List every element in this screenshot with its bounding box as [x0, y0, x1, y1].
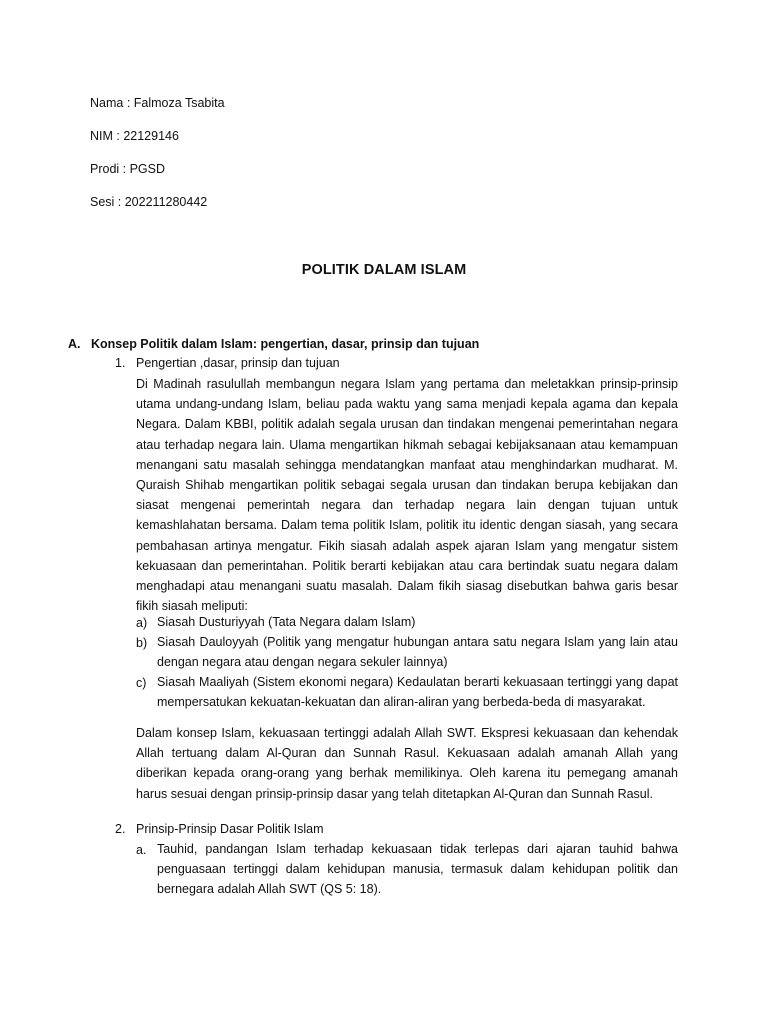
item-2-heading: Prinsip-Prinsip Dasar Politik Islam [136, 822, 324, 836]
item-1-number: 1. [115, 356, 126, 370]
item-2-number: 2. [115, 822, 126, 836]
list-a-marker: a) [136, 616, 148, 630]
item-1-heading: Pengertian ,dasar, prinsip dan tujuan [136, 356, 340, 370]
principle-a-marker: a. [136, 843, 147, 857]
document-title: POLITIK DALAM ISLAM [301, 262, 467, 278]
item-1-paragraph-2: Dalam konsep Islam, kekuasaan tertinggi adalah Allah SWT. Ekspresi kekuasaan dan kehendak Allah tertuang dalam Al-Quran dan Sunnah Rasul. Kekuasaan adalah amanah Allah yang diberikan kepada orang-orang yang berhak memilikinya. Oleh karena itu pemegang amanah harus sesuai dengan prinsip-prinsip dasar yang telah ditetapkan Al-Quran dan Sunnah Rasul. [136, 726, 678, 801]
student-nim: NIM : 22129146 [90, 129, 179, 143]
section-a-marker: A. [68, 337, 81, 351]
list-a-text: Siasah Dusturiyyah (Tata Negara dalam Islam) [157, 615, 416, 629]
list-c-marker: c) [136, 676, 147, 690]
item-1-paragraph: Di Madinah rasulullah membangun negara Islam yang pertama dan meletakkan prinsip-prinsip utama undang-undang Islam, beliau pada waktu yang sama menjadi kepala agama dan kepala Negara. Dalam KBBI, politik adalah segala urusan dan tindakan mengenai pemerintahan negara atau terhadap negara lain. Ulama mengartikan hikmah sebagai kebijaksanaan atau kemampuan menangani satu masalah sehingga mendatangkan manfaat atau menghindarkan mudharat. M. Quraish Shihab mengartikan politik sebagai segala urusan dan tindakan berupa kebijakan dan siasat mengenai pemerintah negara dan terhadap negara lain dengan tujuan untuk kemashlahatan bersama. Dalam tema politik Islam, politik itu identic dengan siasah, yang secara pembahasan artinya mengatur. Fikih siasah adalah aspek ajaran Islam yang mengatur sistem kekuasaan dan pemerintahan. Politik berarti kebijakan atau cara bertindak suatu negara dalam menghadapi atau menangani suatu masalah. Dalam fikih siasag disebutkan bahwa garis besar fikih siasah meliputi: [136, 377, 678, 614]
student-sesi: Sesi : 202211280442 [90, 195, 208, 209]
list-b-text: Siasah Dauloyyah (Politik yang mengatur hubungan antara satu negara Islam yang lain atau dengan negara atau dengan negara sekuler lainnya) [157, 635, 678, 670]
principle-a-text: Tauhid, pandangan Islam terhadap kekuasaan tidak terlepas dari ajaran tauhid bahwa penguasaan tertinggi dalam kehidupan manusia, termasuk dalam kehidupan politik dan bernegara adalah Allah SWT (QS 5: 18). [157, 842, 678, 897]
list-c-text: Siasah Maaliyah (Sistem ekonomi negara) Kedaulatan berarti kekuasaan tertinggi yang dapat mempersatukan kekuatan-kekuatan dan aliran-aliran yang berbeda-beda di masyarakat. [157, 675, 678, 710]
student-prodi: Prodi : PGSD [90, 162, 166, 176]
student-name: Nama : Falmoza Tsabita [90, 96, 225, 110]
list-b-marker: b) [136, 636, 148, 650]
section-a-heading: Konsep Politik dalam Islam: pengertian, dasar, prinsip dan tujuan [91, 337, 480, 351]
